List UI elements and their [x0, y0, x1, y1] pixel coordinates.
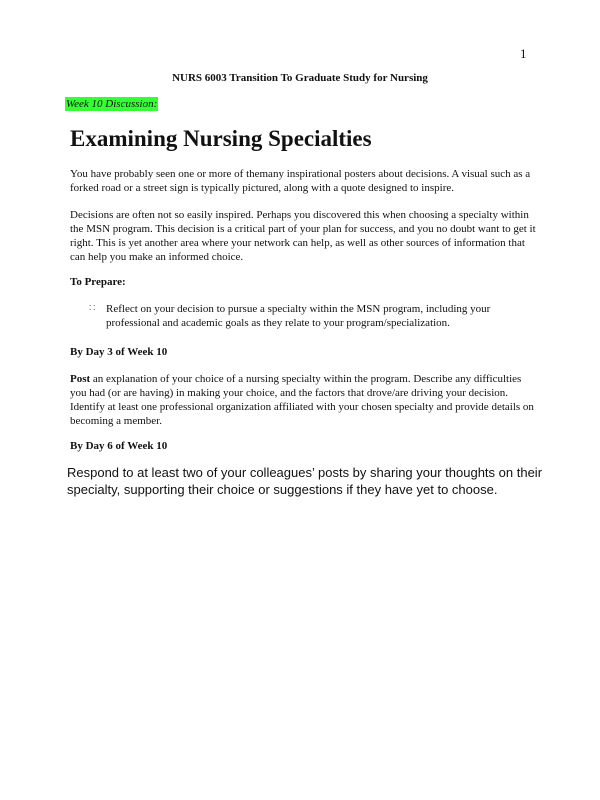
intro-paragraph: You have probably seen one or more of themany inspirational posters about decisions. A visual such as a forked road or a street sign is typically pictured, along with a quote designed to inspire.	[70, 168, 531, 194]
post-lead: Post	[70, 373, 91, 385]
post-paragraph	[70, 372, 540, 428]
to-prepare-heading: To Prepare:	[70, 276, 126, 288]
decisions-paragraph: Decisions are often not so easily inspired. Perhaps you discovered this when choosing a specialty within the MSN program. This decision is a critical part of your plan for success, and you no doubt want to get it right. This is yet another area where your network can help, as well as other sources of information that can help you make an informed choice.	[70, 209, 536, 263]
post-text: an explanation of your choice of a nursing specialty within the program. Describe any difficulties you had (or are having) in making your choice, and the factors that drove/are driving your decision. Identify at least one professional organization affiliated with your chosen specialty and provide details on becoming a member.	[70, 373, 534, 427]
prepare-list-item: Reflect on your decision to pursue a specialty within the MSN program, including your professional and academic goals as they relate to your program/specialization.	[106, 303, 491, 329]
day3-heading: By Day 3 of Week 10	[70, 346, 168, 358]
respond-paragraph: Respond to at least two of your colleagues’ posts by sharing your thoughts on their specialty, supporting their choice or suggestions if they have yet to choose.	[67, 465, 543, 497]
course-header: NURS 6003 Transition To Graduate Study for Nursing	[172, 72, 428, 84]
discussion-label: Week 10 Discussion:	[66, 98, 158, 110]
day6-heading: By Day 6 of Week 10	[70, 440, 168, 452]
document-title: Examining Nursing Specialties	[70, 126, 372, 151]
bullet-icon: ∷	[89, 303, 96, 314]
page-number: 1	[520, 46, 527, 61]
